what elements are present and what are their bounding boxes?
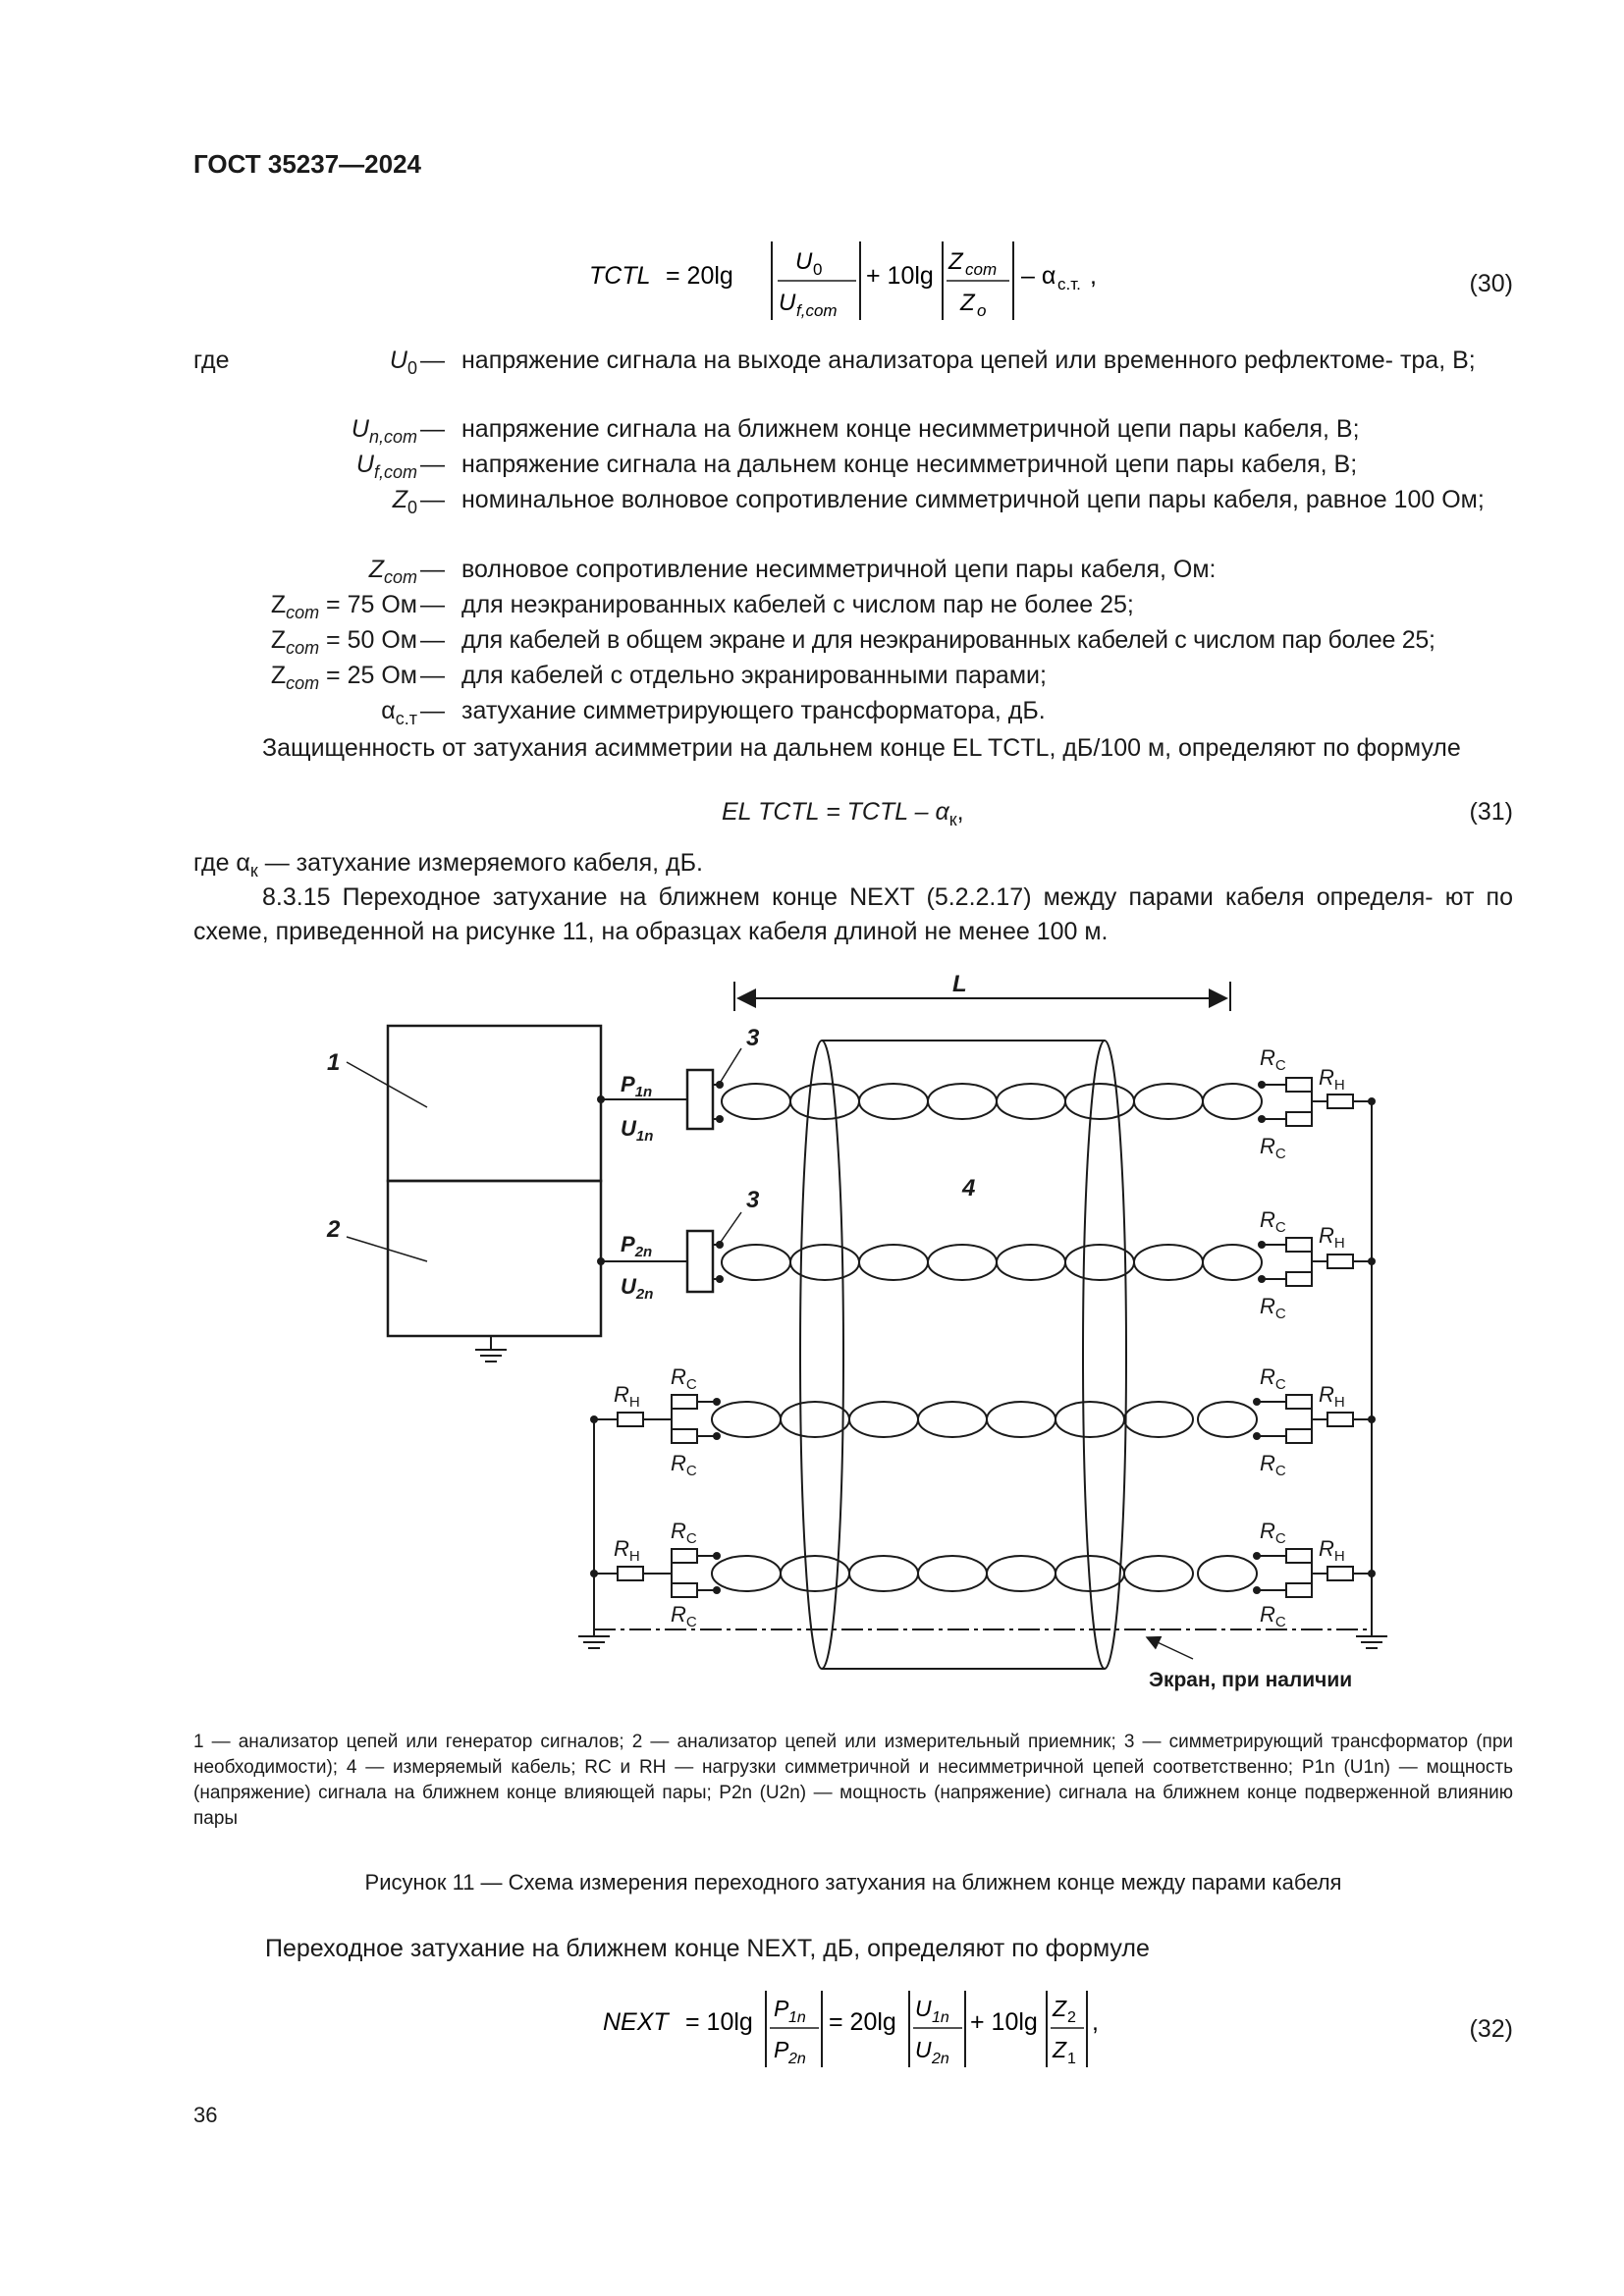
svg-text:RС: $R_С$ <box>1260 1364 1286 1393</box>
formula-31-number: (31) <box>1469 798 1513 826</box>
def-dash: — <box>420 662 445 689</box>
def-dash: — <box>420 556 445 583</box>
def-text: волновое сопротивление несимметричной цепи пары кабеля, Ом: <box>461 556 1217 583</box>
formula-30-den1: U <box>779 290 796 316</box>
figure-legend: 1 — анализатор цепей или генератор сигналов; 2 — анализатор цепей или измерительный приемник; 3 — симметрирующий трансформатор (при необходимости); 4 — измеряемый кабель; RС и RН — нагрузки симметричной и несимметричной цепей соответственно; P1n (U1n) — мощность (напряжение) сигнала на ближнем конце влияющей пары; P2n (U2n) — мощность (напряжение) сигнала на ближнем конце подверженной влиянию пары <box>193 1732 1513 1829</box>
formula-30-num1: U <box>795 248 813 275</box>
screen-label: Экран, при наличии <box>1149 1669 1353 1691</box>
formula-30-num2-sub: com <box>965 260 998 279</box>
def-dash: — <box>420 415 445 443</box>
formula-30-tail: – α <box>1021 262 1056 290</box>
formula-30-comma: , <box>1090 262 1097 290</box>
label-1: 1 <box>327 1049 341 1076</box>
formula-30-plus: + 10lg <box>866 262 934 290</box>
label-p1n: $P_{1n}$ <box>621 1072 653 1100</box>
where-label: где <box>193 347 230 374</box>
formula-30-tail-sub: с.т. <box>1057 275 1081 294</box>
svg-text:RН: $R_Н$ <box>1319 1223 1345 1252</box>
paragraph-el-tctl: Защищенность от затухания асимметрии на дальнем конце EL TCTL, дБ/100 м, определяют по формуле <box>262 734 1461 762</box>
formula-30-den1-sub: f,com <box>796 301 838 320</box>
formula-32-eq1: = 10lg <box>685 2008 753 2036</box>
termination-right-1 <box>1262 1078 1372 1126</box>
svg-text:RС: $R_С$ <box>1260 1294 1286 1322</box>
formula-32-n3-sub: 2 <box>1067 2009 1076 2026</box>
formula-32-d2-sub: 2n <box>932 2051 949 2067</box>
resistor-labels <box>614 1045 1345 1630</box>
termination-right-2 <box>1262 1238 1372 1286</box>
svg-text:RС: $R_С$ <box>671 1364 697 1393</box>
def-symbol: $Z_{com} = 25$ Ом <box>270 662 417 693</box>
def-symbol: $\alpha_{с.т}$ <box>381 697 417 728</box>
svg-text:RС: $R_С$ <box>671 1602 697 1630</box>
svg-text:RН: $R_Н$ <box>1319 1382 1345 1411</box>
formula-30-number: (30) <box>1469 270 1513 297</box>
where-31: где $\alpha_к$ — затухание измеряемого кабеля, дБ. <box>193 849 704 881</box>
svg-text:RН: $R_Н$ <box>1319 1065 1345 1094</box>
def-text: напряжение сигнала на дальнем конце несимметричной цепи пары кабеля, В; <box>461 451 1358 478</box>
formula-32-n2-sub: 1n <box>932 2009 949 2026</box>
formula-30-eq: = 20lg <box>666 262 733 290</box>
def-text: для кабелей в общем экране и для неэкранированных кабелей с числом пар более 25; <box>461 626 1435 654</box>
def-dash: — <box>420 697 445 724</box>
termination-left-3 <box>594 1395 717 1443</box>
def-dash: — <box>420 347 445 374</box>
figure-11-diagram <box>295 967 1424 1693</box>
paragraph-8-3-15: 8.3.15 Переходное затухание на ближнем конце NEXT (5.2.2.17) между парами кабеля определя- ют по схеме, приведенной на рисунке 11, на образцах кабеля длиной не менее 100 м. <box>193 883 1513 945</box>
cable-end-right <box>1083 1041 1126 1669</box>
svg-text:RС: $R_С$ <box>671 1451 697 1479</box>
formula-32 <box>599 1981 1149 2079</box>
def-symbol: $U_0$ <box>389 347 417 378</box>
def-text: номинальное волновое сопротивление симметричной цепи пары кабеля, равное 100 Ом; <box>461 486 1485 513</box>
termination-right-3 <box>1257 1395 1372 1443</box>
twisted-pair-1 <box>722 1084 1262 1119</box>
figure-title: Рисунок 11 — Схема измерения переходного затухания на ближнем конце между парами кабеля <box>364 1870 1342 1895</box>
balun-2 <box>687 1231 713 1292</box>
formula-32-n2: U <box>915 1996 932 2021</box>
def-symbol: $Z_{com} = 75$ Ом <box>270 591 417 622</box>
svg-text:RС: $R_С$ <box>671 1519 697 1547</box>
label-2: 2 <box>327 1216 341 1243</box>
formula-32-plus: + 10lg <box>970 2008 1038 2036</box>
formula-30-num2: Z <box>948 248 963 275</box>
label-u2n: $U_{2n}$ <box>621 1274 654 1303</box>
formula-32-d1: P <box>774 2037 789 2062</box>
twisted-pair-4 <box>712 1556 1257 1591</box>
termination-right-4 <box>1257 1549 1372 1597</box>
formula-32-d1-sub: 2n <box>788 2051 806 2067</box>
def-symbol: $U_{f,com}$ <box>355 451 417 482</box>
def-text: для неэкранированных кабелей с числом пар не более 25; <box>461 591 1134 618</box>
def-symbol: $Z_{com}$ <box>368 556 417 587</box>
formula-32-number: (32) <box>1469 2015 1513 2043</box>
def-text: напряжение сигнала на выходе анализатора цепей или временного рефлектоме- тра, В; <box>461 347 1476 374</box>
def-dash: — <box>420 451 445 478</box>
formula-32-n1: P <box>774 1996 789 2021</box>
paragraph-next: Переходное затухание на ближнем конце NEXT, дБ, определяют по формуле <box>265 1935 1150 1962</box>
svg-text:RС: $R_С$ <box>1260 1519 1286 1547</box>
formula-32-n3: Z <box>1053 1996 1067 2021</box>
label-u1n: $U_{1n}$ <box>621 1116 654 1145</box>
svg-text:RС: $R_С$ <box>1260 1451 1286 1479</box>
svg-text:RН: $R_Н$ <box>1319 1536 1345 1565</box>
label-p2n: $P_{2n}$ <box>621 1232 653 1260</box>
svg-text:RС: $R_С$ <box>1260 1602 1286 1630</box>
formula-30-den2-sub: o <box>977 301 987 320</box>
formula-32-comma: , <box>1092 2008 1099 2036</box>
formula-30-num1-sub: 0 <box>813 260 823 279</box>
def-symbol: $Z_{com} = 50$ Ом <box>270 626 417 658</box>
formula-32-d3-sub: 1 <box>1067 2051 1076 2067</box>
label-3b: 3 <box>746 1187 760 1213</box>
svg-text:RС: $R_С$ <box>1260 1134 1286 1162</box>
formula-30-den2: Z <box>960 290 975 316</box>
formula-30 <box>589 236 1139 334</box>
def-text: для кабелей с отдельно экранированными парами; <box>461 662 1047 689</box>
formula-32-d3: Z <box>1053 2037 1067 2062</box>
termination-left-4 <box>594 1549 717 1597</box>
formula-32-eq2: = 20lg <box>829 2008 896 2036</box>
balun-1 <box>687 1070 713 1129</box>
def-dash: — <box>420 486 445 513</box>
document-header: ГОСТ 35237—2024 <box>193 149 421 179</box>
label-4: 4 <box>962 1175 976 1201</box>
svg-text:RН: $R_Н$ <box>614 1382 640 1411</box>
def-text: напряжение сигнала на ближнем конце несимметричной цепи пары кабеля, В; <box>461 415 1360 443</box>
twisted-pair-2 <box>722 1245 1262 1280</box>
def-dash: — <box>420 626 445 654</box>
length-label: L <box>952 971 967 997</box>
page-number: 36 <box>193 2103 218 2127</box>
def-symbol: $U_{n,com}$ <box>351 415 417 447</box>
twisted-pair-3 <box>712 1402 1257 1437</box>
svg-text:RС: $R_С$ <box>1260 1045 1286 1074</box>
formula-32-d2: U <box>915 2037 932 2062</box>
formula-30-lhs: TCTL <box>589 262 651 290</box>
formula-31: EL TCTL = TCTL – $\alpha_к$, <box>722 798 964 829</box>
label-3a: 3 <box>746 1025 760 1051</box>
def-dash: — <box>420 591 445 618</box>
cable-end-left <box>800 1041 843 1669</box>
svg-text:RН: $R_Н$ <box>614 1536 640 1565</box>
def-symbol: $Z_0$ <box>392 486 417 517</box>
svg-text:RС: $R_С$ <box>1260 1207 1286 1236</box>
formula-32-lhs: NEXT <box>603 2008 669 2036</box>
formula-32-n1-sub: 1n <box>788 2009 806 2026</box>
def-text: затухание симметрирующего трансформатора, дБ. <box>461 697 1046 724</box>
